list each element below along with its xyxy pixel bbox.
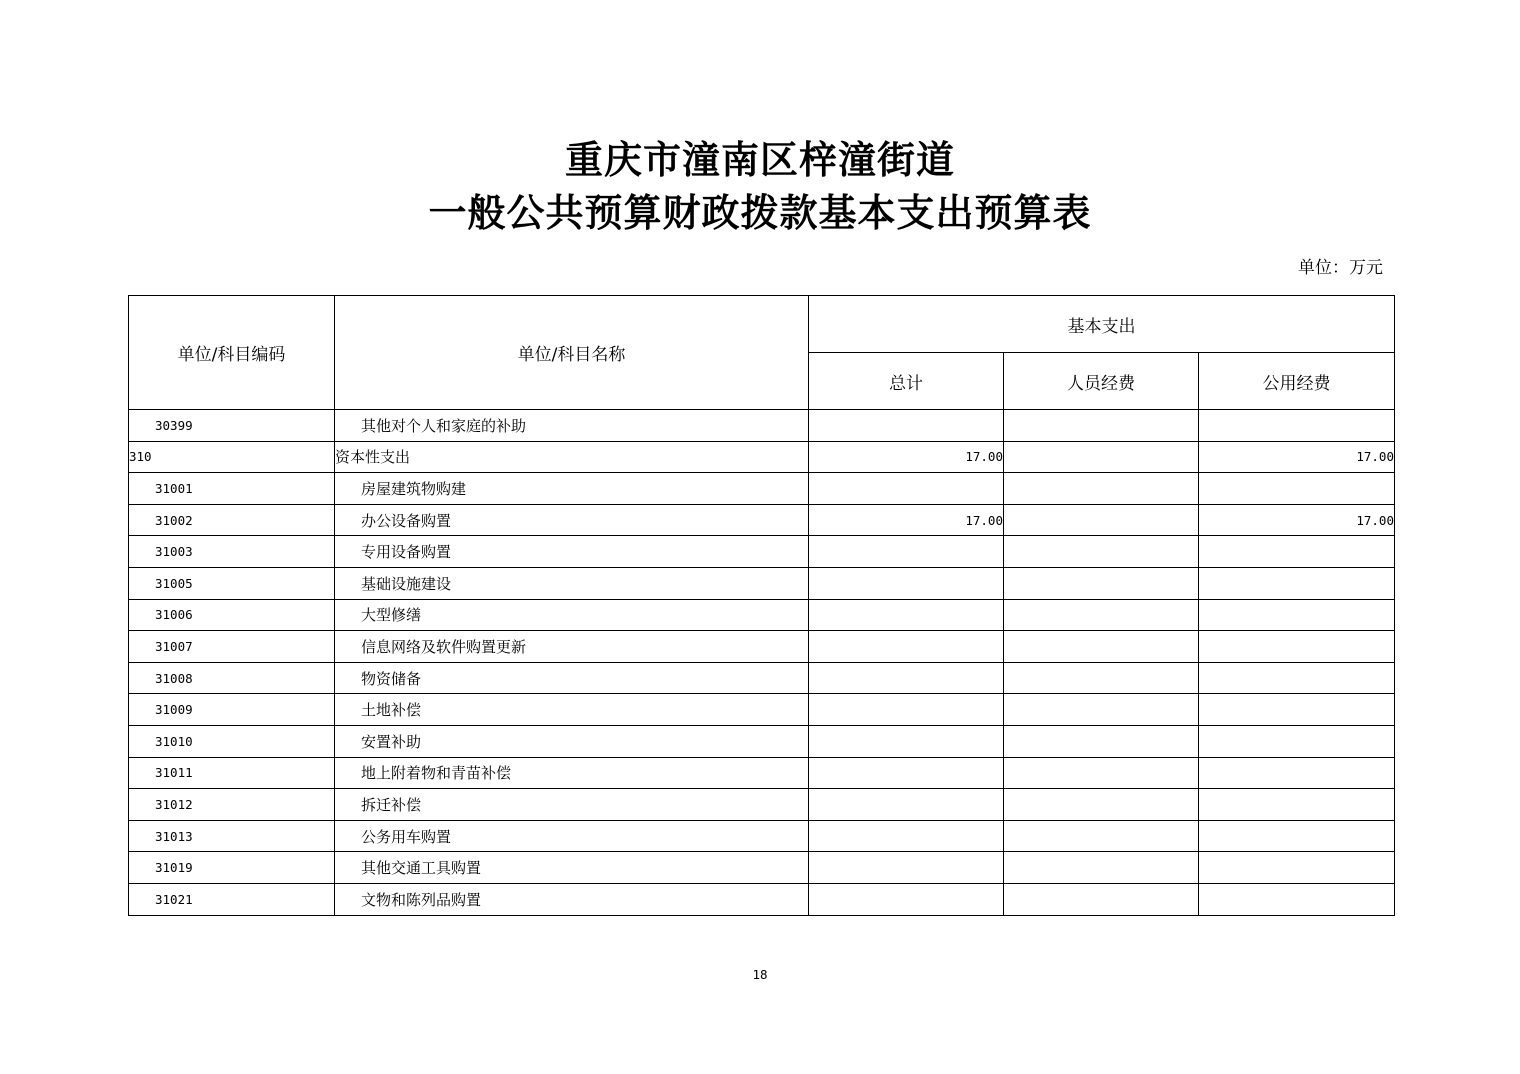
row-code: 31009 — [129, 694, 335, 726]
table-row — [129, 410, 1395, 442]
row-personnel — [1004, 852, 1199, 884]
row-name: 资本性支出 — [335, 441, 809, 473]
table-row — [129, 441, 1395, 473]
table-row — [129, 599, 1395, 631]
row-code: 31021 — [129, 883, 335, 915]
table-row — [129, 504, 1395, 536]
unit-label: 单位：万元 — [1298, 258, 1383, 278]
table-row — [129, 662, 1395, 694]
table-row — [129, 883, 1395, 915]
table-row — [129, 820, 1395, 852]
row-public — [1199, 536, 1395, 568]
document-title-line-1: 重庆市潼南区梓潼街道 — [564, 137, 955, 182]
row-code: 31006 — [129, 599, 335, 631]
row-code: 31002 — [129, 504, 335, 536]
row-code: 31003 — [129, 536, 335, 568]
row-personnel — [1004, 631, 1199, 663]
row-public: 17.00 — [1199, 441, 1395, 473]
document-title-line-2: 一般公共预算财政拨款基本支出预算表 — [428, 190, 1092, 235]
header-total: 总计 — [809, 353, 1004, 410]
row-public — [1199, 410, 1395, 442]
row-name: 信息网络及软件购置更新 — [335, 631, 809, 663]
row-total — [809, 694, 1004, 726]
table-row — [129, 536, 1395, 568]
row-personnel — [1004, 725, 1199, 757]
row-name: 物资储备 — [335, 662, 809, 694]
row-total — [809, 599, 1004, 631]
row-code: 31010 — [129, 725, 335, 757]
row-public — [1199, 757, 1395, 789]
row-name: 专用设备购置 — [335, 536, 809, 568]
row-public — [1199, 473, 1395, 505]
row-public — [1199, 852, 1395, 884]
table-row — [129, 725, 1395, 757]
row-public — [1199, 631, 1395, 663]
row-name: 其他对个人和家庭的补助 — [335, 410, 809, 442]
row-code: 31007 — [129, 631, 335, 663]
header-basic-expenditure: 基本支出 — [809, 296, 1395, 353]
table-row — [129, 789, 1395, 821]
budget-table — [128, 295, 1395, 916]
table-row — [129, 567, 1395, 599]
header-public: 公用经费 — [1199, 353, 1395, 410]
row-public — [1199, 883, 1395, 915]
row-name: 房屋建筑物购建 — [335, 473, 809, 505]
table-header — [129, 296, 1395, 410]
row-code: 30399 — [129, 410, 335, 442]
row-code: 31012 — [129, 789, 335, 821]
row-personnel — [1004, 789, 1199, 821]
row-total — [809, 883, 1004, 915]
row-total: 17.00 — [809, 504, 1004, 536]
header-row-1 — [129, 296, 1395, 353]
row-public — [1199, 789, 1395, 821]
row-code: 310 — [129, 441, 335, 473]
row-total — [809, 725, 1004, 757]
row-personnel — [1004, 504, 1199, 536]
row-public — [1199, 567, 1395, 599]
row-name: 其他交通工具购置 — [335, 852, 809, 884]
row-personnel — [1004, 410, 1199, 442]
table-row — [129, 694, 1395, 726]
row-personnel — [1004, 567, 1199, 599]
row-personnel — [1004, 599, 1199, 631]
row-name: 文物和陈列品购置 — [335, 883, 809, 915]
row-personnel — [1004, 473, 1199, 505]
row-public — [1199, 599, 1395, 631]
header-name: 单位/科目名称 — [335, 296, 809, 410]
row-code: 31008 — [129, 662, 335, 694]
row-total — [809, 852, 1004, 884]
row-personnel — [1004, 757, 1199, 789]
row-personnel — [1004, 883, 1199, 915]
row-name: 拆迁补偿 — [335, 789, 809, 821]
table-body — [129, 410, 1395, 916]
row-code: 31019 — [129, 852, 335, 884]
row-public: 17.00 — [1199, 504, 1395, 536]
row-code: 31001 — [129, 473, 335, 505]
row-total — [809, 631, 1004, 663]
row-public — [1199, 820, 1395, 852]
row-total — [809, 757, 1004, 789]
row-total — [809, 789, 1004, 821]
page-number: 18 — [752, 967, 768, 982]
row-name: 大型修缮 — [335, 599, 809, 631]
table-row — [129, 631, 1395, 663]
row-total — [809, 820, 1004, 852]
row-total: 17.00 — [809, 441, 1004, 473]
row-personnel — [1004, 441, 1199, 473]
row-public — [1199, 725, 1395, 757]
table-row — [129, 757, 1395, 789]
row-personnel — [1004, 694, 1199, 726]
row-name: 地上附着物和青苗补偿 — [335, 757, 809, 789]
row-name: 基础设施建设 — [335, 567, 809, 599]
table-row — [129, 852, 1395, 884]
row-name: 土地补偿 — [335, 694, 809, 726]
row-public — [1199, 662, 1395, 694]
row-total — [809, 536, 1004, 568]
row-code: 31005 — [129, 567, 335, 599]
row-personnel — [1004, 820, 1199, 852]
header-code: 单位/科目编码 — [129, 296, 335, 410]
row-name: 办公设备购置 — [335, 504, 809, 536]
row-total — [809, 473, 1004, 505]
table-row — [129, 473, 1395, 505]
header-personnel: 人员经费 — [1004, 353, 1199, 410]
row-code: 31013 — [129, 820, 335, 852]
row-total — [809, 410, 1004, 442]
row-total — [809, 567, 1004, 599]
row-total — [809, 662, 1004, 694]
row-name: 公务用车购置 — [335, 820, 809, 852]
row-code: 31011 — [129, 757, 335, 789]
row-personnel — [1004, 536, 1199, 568]
row-personnel — [1004, 662, 1199, 694]
row-name: 安置补助 — [335, 725, 809, 757]
row-public — [1199, 694, 1395, 726]
